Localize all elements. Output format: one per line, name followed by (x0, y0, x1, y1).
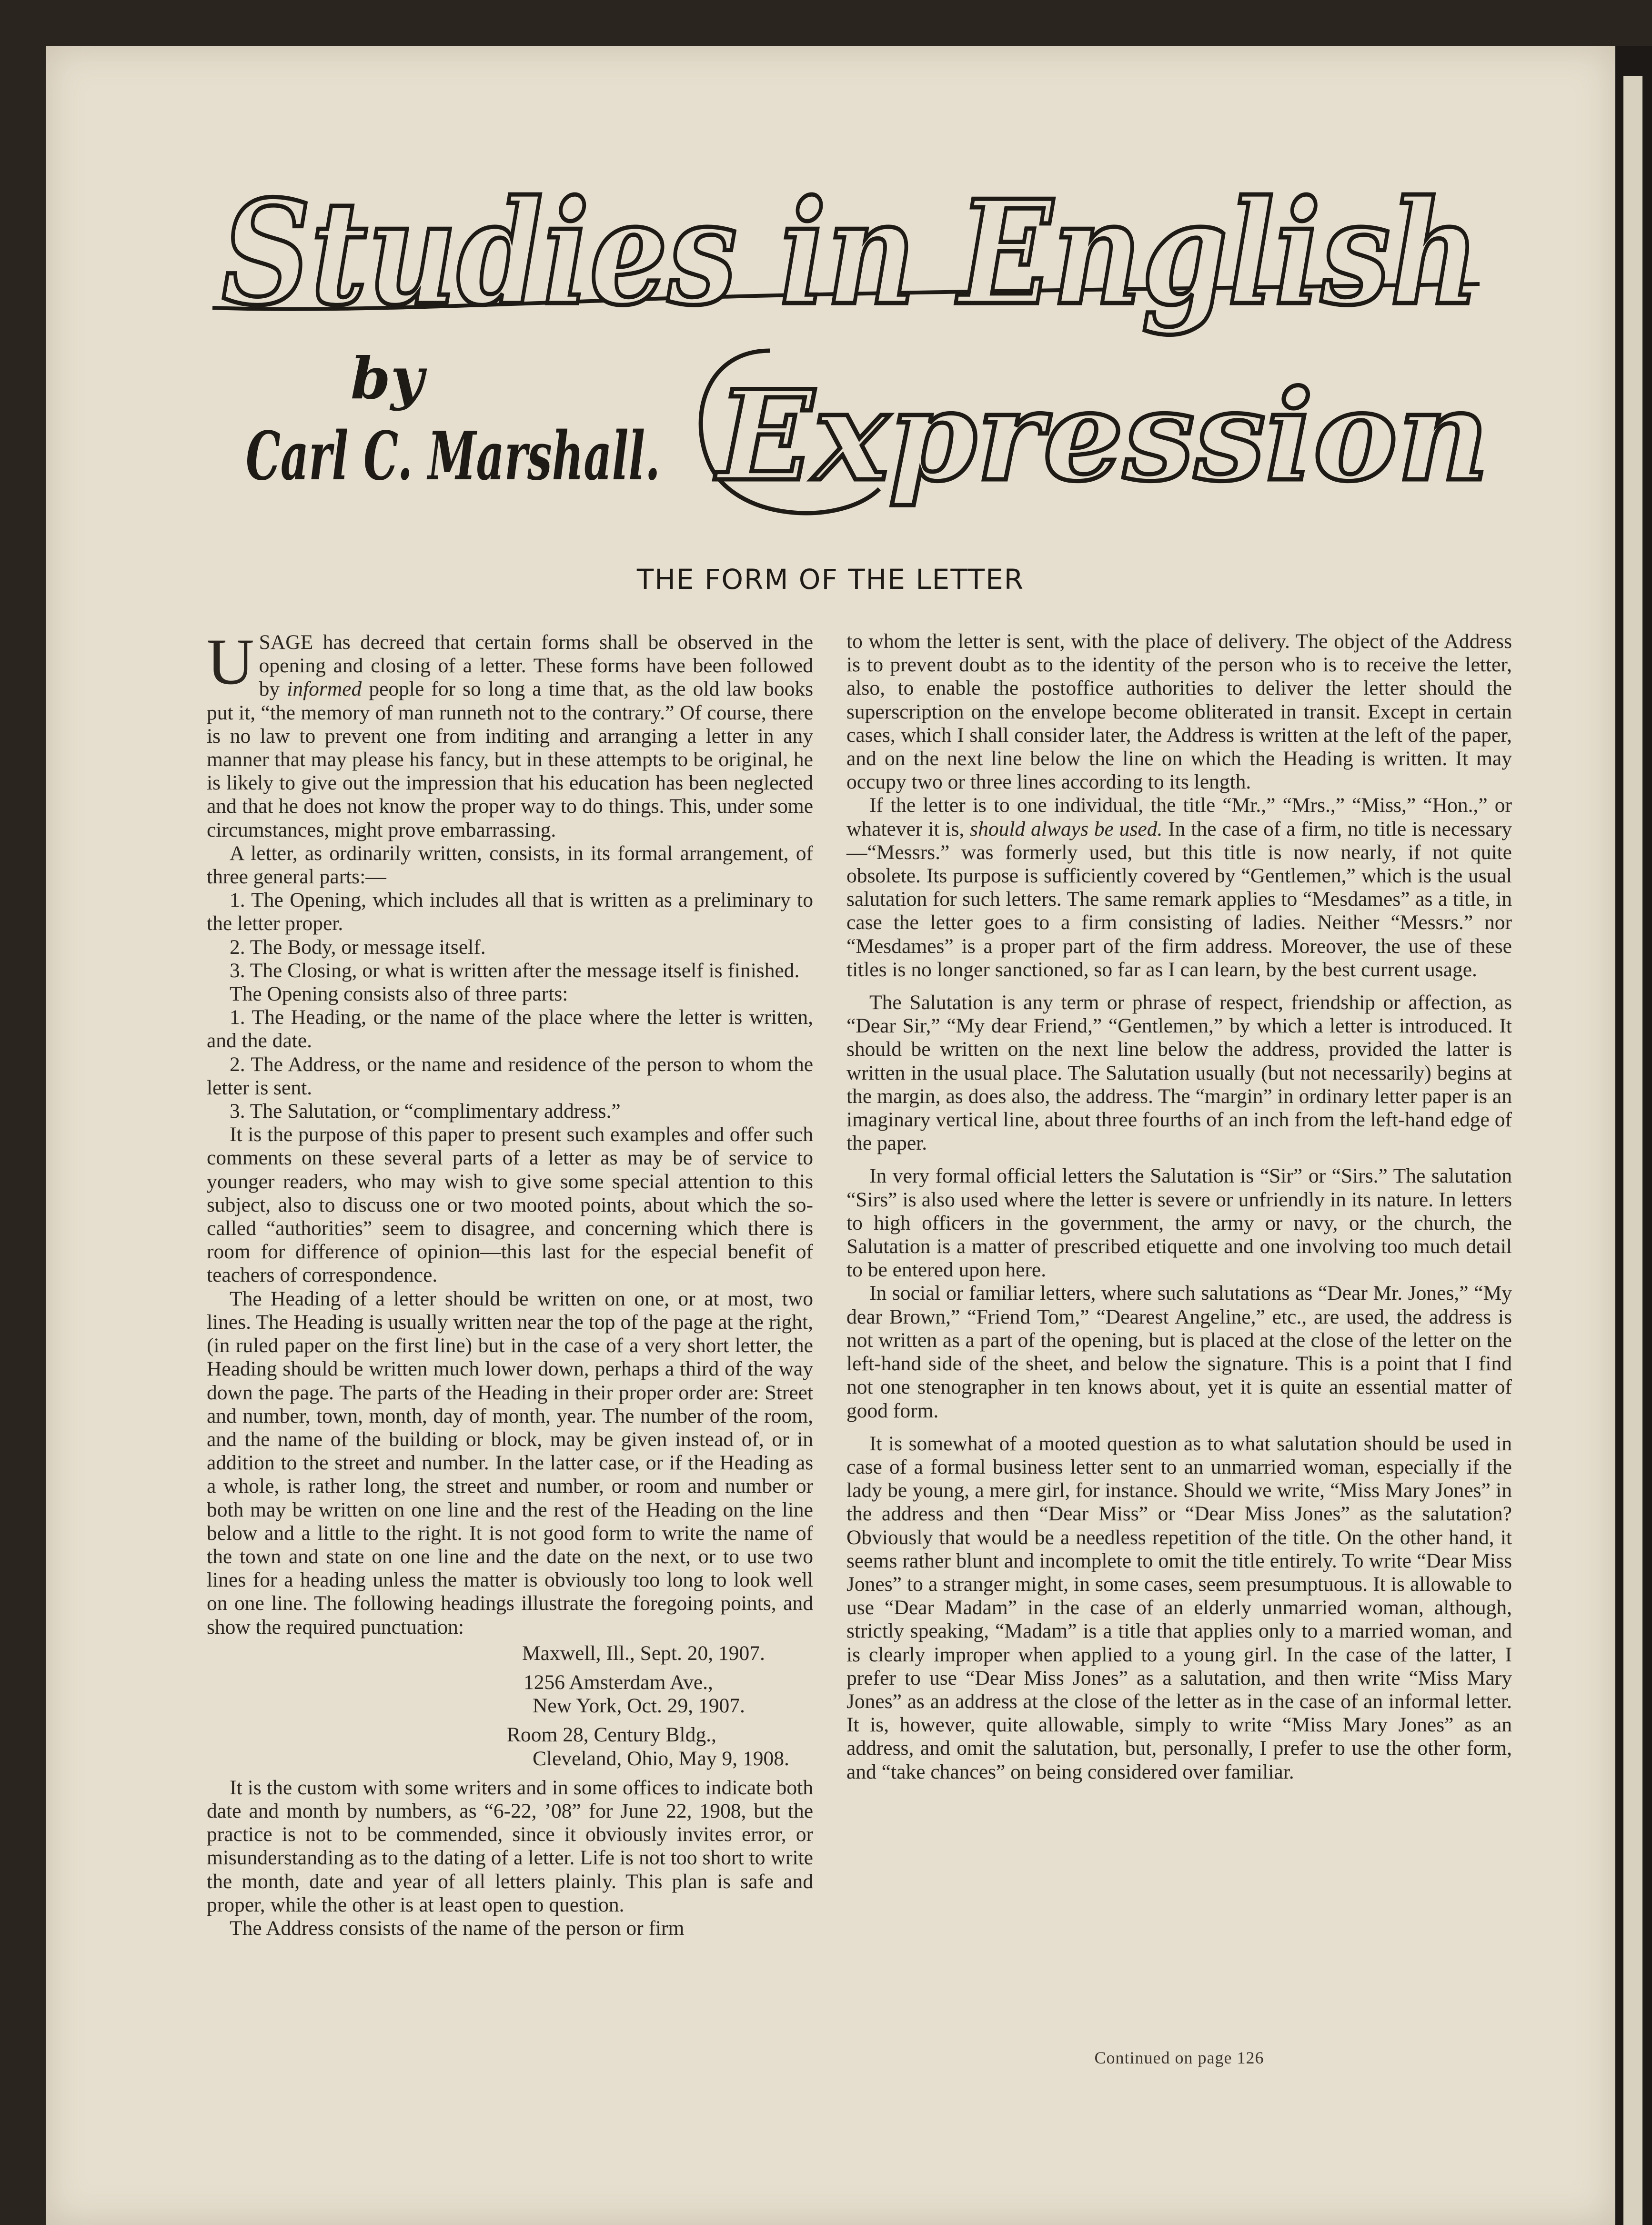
paragraph: If the letter is to one individual, the title “Mr.,” “Mrs.,” “Miss,” “Hon.,” or whatever it is, should always be used. In the case of a firm, no title is necessary—“Messrs.” was formerly used, but this title is now nearly, if not quite obsolete. Its purpose is sufficiently covered by “Gentlemen,” which is the usual salutation for such letters. The same remark applies to “Mesdames” as a title, in case the letter goes to a firm consisting of ladies. Neither “Messrs.” nor “Mesdames” is a proper part of the firm address. Moreover, the use of these titles is no longer sanctioned, so far as I can learn, by the best current usage. (846, 794, 1512, 981)
list-item: 1. The Heading, or the name of the place where the letter is written, and the date. (207, 1006, 813, 1052)
title-line-1: Studies in English (222, 169, 1480, 337)
paragraph: The Heading of a letter should be written on one, or at most, two lines. The Heading is usually written near the top of the page at the right, (in ruled paper on the first line) but in the case of a very short letter, the Heading should be written much lower down, perhaps a third of the way down the page. The parts of the Heading in their proper order are: Street and number, town, month, day of month, year. The number of the room, and the name of the building or block, may be given instead of, or in addition to the street and number. In the latter case, or if the Heading as a whole, is rather long, the street and number, or room and number or both may be written on one line and the rest of the Heading on the line below and a little to the right. It is not good form to write the name of the town and state on one line and the date on the next, or to use two lines for a heading unless the matter is obviously too long to look well on one line. The following headings illustrate the foregoing points, and show the required punctuation: (207, 1287, 813, 1638)
heading-example: Cleveland, Ohio, May 9, 1908. (533, 1747, 789, 1770)
paragraph: USAGE has decreed that certain forms shall be observed in the opening and closing of a letter. These forms have been followed by informed people for so long a time that, as the old law books put it, “the memory of man runneth not to the contrary.” Of course, there is no law to prevent one from inditing and arranging a letter in any manner that may please his fancy, but in these attempts to be original, he is likely to give out the impression that his education has been neglected and that he does not know the proper way to do things. This, under some circumstances, might prove embarrassing. (207, 625, 814, 841)
continued-note: Continued on page 126 (1094, 2048, 1264, 2067)
byline-author: Carl C. Marshall. (246, 417, 660, 496)
paragraph: In social or familiar letters, where such salutations as “Dear Mr. Jones,” “My dear Brown,” “Friend Tom,” “Dearest Angeline,” etc., are used, the address is not written as a part of the opening, but is placed at the close of the letter on the left-hand side of the sheet, and below the signature. This is a point that I find not one stenographer in ten knows about, yet it is quite an essential matter of good form. (846, 1282, 1512, 1422)
drop-cap: U (207, 625, 254, 698)
paragraph: The Opening consists also of three parts: (230, 982, 568, 1006)
right-column (846, 630, 1512, 1784)
adjacent-page-edge (1623, 76, 1642, 2225)
paragraph: A letter, as ordinarily written, consists, in its formal arrangement, of three general parts:— (207, 841, 813, 889)
heading-example: Room 28, Century Bldg., (507, 1723, 716, 1747)
paragraph: It is the custom with some writers and in some offices to indicate both date and month by numbers, as “6-22, ’08” for June 22, 1908, but the practice is not to be commended, since it obviously invites error, or misunderstanding as to the dating of a letter. Life is not too short to write the month, date and year of all letters plainly. This plan is safe and proper, while the other is at least open to question. (207, 1776, 813, 1916)
heading-example: New York, Oct. 29, 1907. (533, 1694, 745, 1718)
list-item: 2. The Address, or the name and residence of the person to whom the letter is sent. (207, 1052, 813, 1099)
paragraph: to whom the letter is sent, with the place of delivery. The object of the Address is to prevent doubt as to the identity of the person who is to receive the letter, also, to enable the postoffice authorities to deliver the letter should the superscription on the envelope become obliterated in transit. Except in certain cases, which I shall consider later, the Address is written at the left of the paper, and on the next line below the line on which the Heading is written. It may occupy two or three lines according to its length. (846, 630, 1512, 794)
paragraph: It is the purpose of this paper to present such examples and offer such comments on these several parts of a letter as may be of service to younger readers, who may wish to give some special attention to this subject, also to discuss one or two mooted points, about which the so-called “authorities” seem to disagree, and concerning which there is room for difference of opinion—this last for the especial benefit of teachers of correspondence. (207, 1123, 813, 1287)
left-column (207, 625, 814, 1940)
magazine-page (46, 46, 1615, 2225)
paragraph: The Salutation is any term or phrase of respect, friendship or affection, as “Dear Sir,” “My dear Friend,” “Gentlemen,” by which a letter is introduced. It should be written on the next line below the address, provided the latter is written in the usual place. The Salutation usually (but not necessarily) begins at the margin, as does also, the address. The “margin” in ordinary letter paper is an imaginary vertical line, about three fourths of an inch from the left-hand edge of the paper. (846, 991, 1512, 1155)
paragraph: It is somewhat of a mooted question as to what salutation should be used in case of a formal business letter sent to an unmarried woman, especially if the lady be young, a mere girl, for instance. Should we write, “Miss Mary Jones” in the address and then “Dear Miss” or “Dear Miss Jones” as the salutation? Obviously that would be a needless repetition of the title. On the other hand, it seems rather blunt and incomplete to omit the title entirely. To write “Dear Miss Jones” to a stranger might, in some cases, seem presumptuous. It is allowable to use “Dear Madam” in the case of an elderly unmarried woman, although, strictly speaking, “Madam” is a title that applies only to a married woman, and is clearly improper when applied to a young girl. In the case of the latter, I prefer to use “Dear Miss Jones” as a salutation, and then write “Miss Mary Jones” as an address at the close of the letter as in the case of an informal letter. It is, however, quite allowable, simply to write “Miss Mary Jones” as an address, and omit the salutation, but, personally, I prefer to use the other form, and “take chances” on being considered over familiar. (846, 1432, 1512, 1783)
title-lettering (193, 169, 1508, 556)
heading-examples (207, 1642, 813, 1770)
paragraph: The Address consists of the name of the person or firm (230, 1916, 685, 1940)
list-item: 3. The Salutation, or “complimentary address.” (230, 1100, 621, 1123)
list-item: 3. The Closing, or what is written after the message itself is finished. (230, 959, 800, 982)
title-line-2: Expression (713, 364, 1489, 509)
heading-example: 1256 Amsterdam Ave., (524, 1670, 713, 1694)
paragraph: In very formal official letters the Salutation is “Sir” or “Sirs.” The salutation “Sirs” is also used where the letter is severe or unfriendly in its nature. In letters to high officers in the government, the army or navy, or the church, the Salutation is a matter of prescribed etiquette and one involving too much detail to be entered upon here. (846, 1164, 1512, 1282)
list-item: 2. The Body, or message itself. (230, 935, 486, 959)
list-item: 1. The Opening, which includes all that is written as a preliminary to the letter proper. (207, 889, 813, 935)
article-heading: THE FORM OF THE LETTER (636, 563, 1025, 596)
byline-by: by (351, 345, 424, 412)
heading-example: Maxwell, Ill., Sept. 20, 1907. (522, 1641, 765, 1665)
